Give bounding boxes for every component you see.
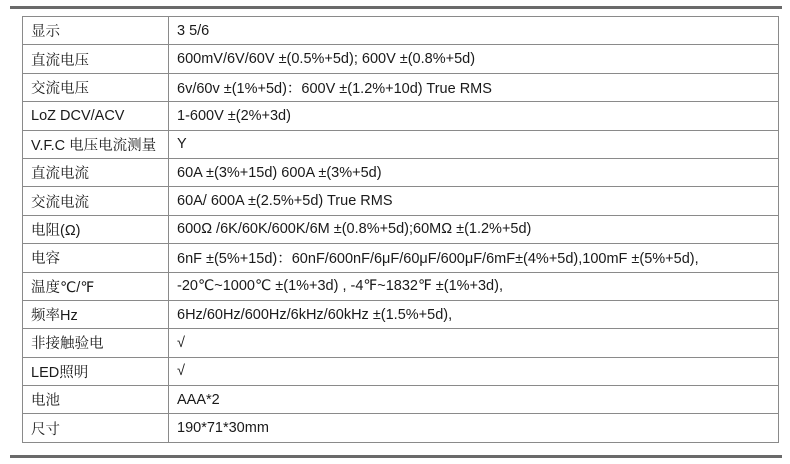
row-label: 显示 [23, 17, 169, 45]
table-row [23, 45, 779, 73]
table-row [23, 386, 779, 414]
row-label: V.F.C 电压电流测量 [23, 130, 169, 158]
table-row [23, 73, 779, 101]
row-label: 直流电流 [23, 158, 169, 186]
row-value: -20℃~1000℃ ±(1%+3d) , -4℉~1832℉ ±(1%+3d), [169, 272, 779, 300]
table-row [23, 244, 779, 272]
row-value: √ [169, 329, 779, 357]
table-row [23, 300, 779, 328]
row-value: √ [169, 357, 779, 385]
row-label: 直流电压 [23, 45, 169, 73]
row-label: 尺寸 [23, 414, 169, 442]
table-row [23, 130, 779, 158]
table-row [23, 414, 779, 442]
table-row [23, 187, 779, 215]
row-label: 非接触验电 [23, 329, 169, 357]
row-value: Y [169, 130, 779, 158]
table-row [23, 272, 779, 300]
row-value: 3 5/6 [169, 17, 779, 45]
row-label: LED照明 [23, 357, 169, 385]
spec-table [22, 16, 779, 443]
table-row [23, 17, 779, 45]
table-row [23, 102, 779, 130]
row-label: LoZ DCV/ACV [23, 102, 169, 130]
row-label: 电阻(Ω) [23, 215, 169, 243]
row-value: 6nF ±(5%+15d)：60nF/600nF/6μF/60μF/600μF/6mF±(4%+5d),100mF ±(5%+5d), [169, 244, 779, 272]
row-label: 温度℃/℉ [23, 272, 169, 300]
table-row [23, 158, 779, 186]
table-row [23, 329, 779, 357]
row-label: 交流电流 [23, 187, 169, 215]
row-value: 60A ±(3%+15d) 600A ±(3%+5d) [169, 158, 779, 186]
row-value: 1-600V ±(2%+3d) [169, 102, 779, 130]
row-label: 电池 [23, 386, 169, 414]
table-row [23, 215, 779, 243]
row-value: 600mV/6V/60V ±(0.5%+5d); 600V ±(0.8%+5d) [169, 45, 779, 73]
row-label: 频率Hz [23, 300, 169, 328]
row-value: 6v/60v ±(1%+5d)：600V ±(1.2%+10d) True RMS [169, 73, 779, 101]
row-value: 600Ω /6K/60K/600K/6M ±(0.8%+5d);60MΩ ±(1.2%+5d) [169, 215, 779, 243]
row-value: 190*71*30mm [169, 414, 779, 442]
row-value: 6Hz/60Hz/600Hz/6kHz/60kHz ±(1.5%+5d), [169, 300, 779, 328]
table-row [23, 357, 779, 385]
row-value: 60A/ 600A ±(2.5%+5d) True RMS [169, 187, 779, 215]
row-label: 电容 [23, 244, 169, 272]
row-value: AAA*2 [169, 386, 779, 414]
row-label: 交流电压 [23, 73, 169, 101]
